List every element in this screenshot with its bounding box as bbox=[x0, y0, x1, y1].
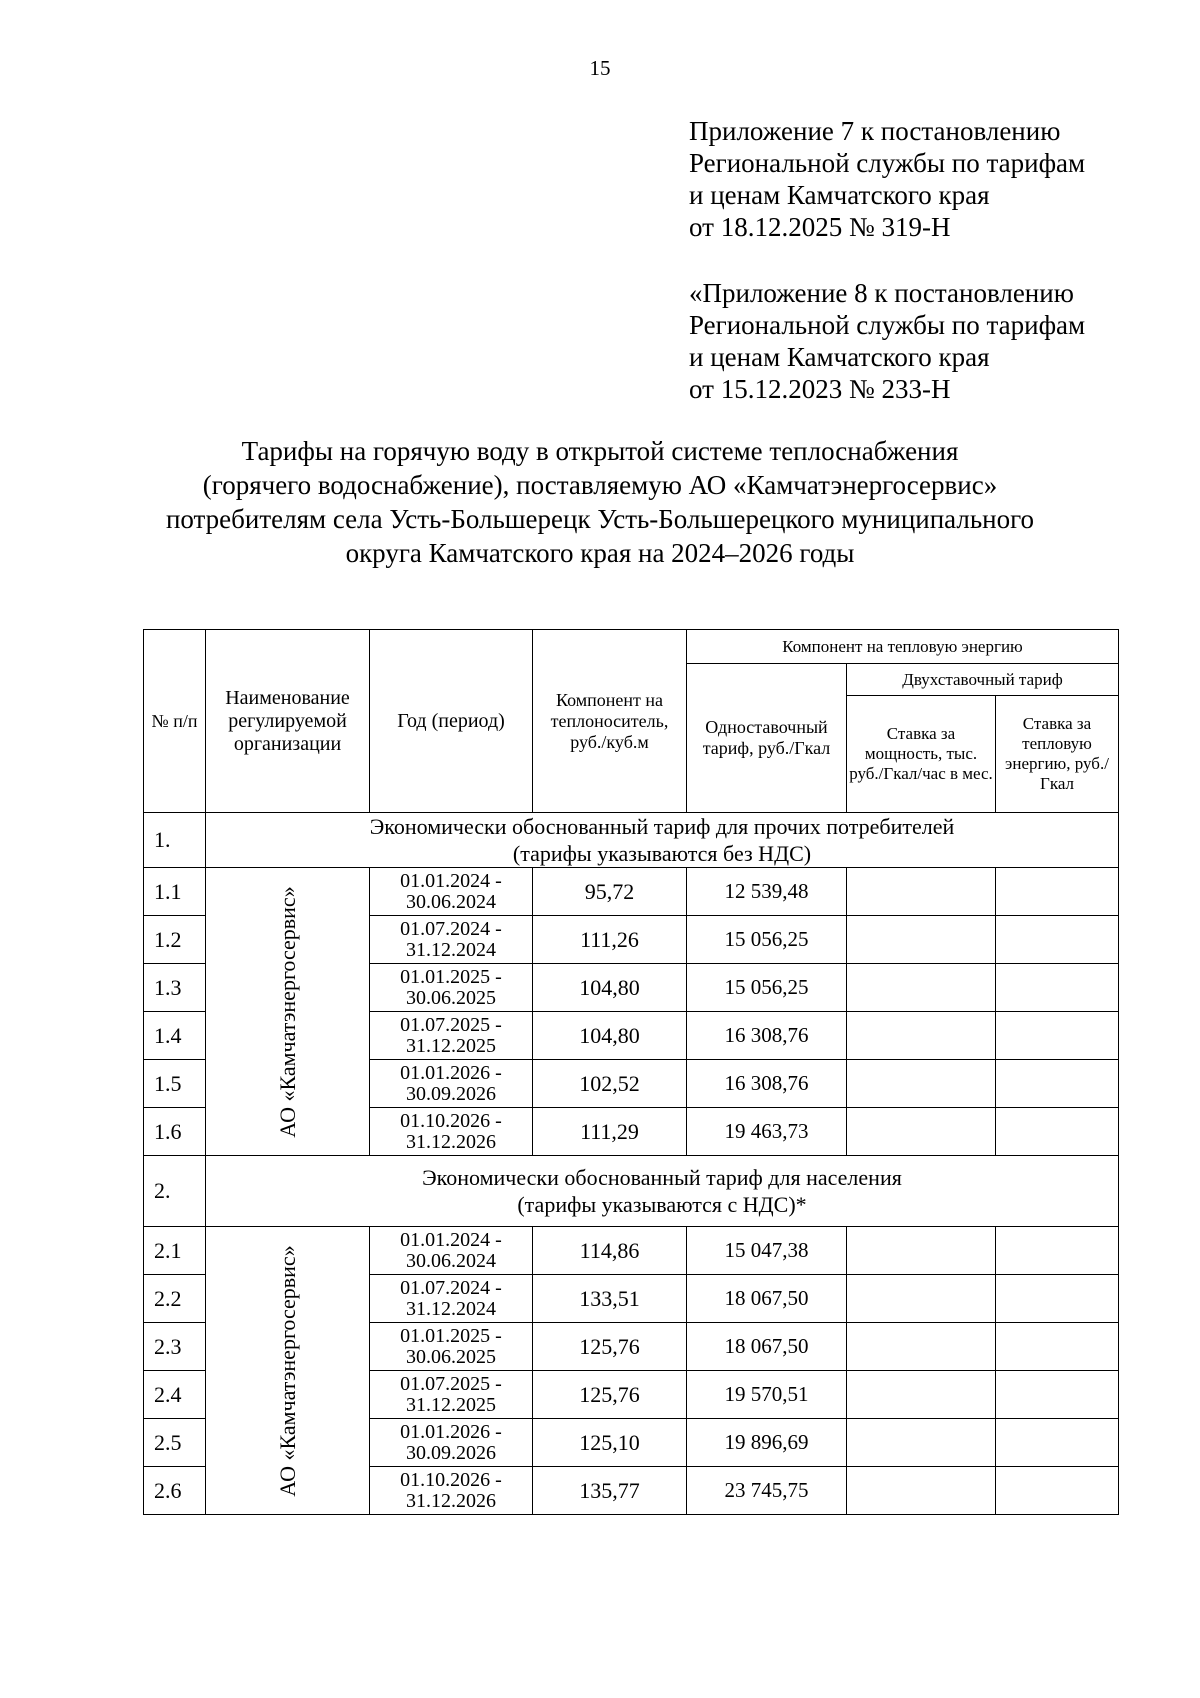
row-number: 2.1 bbox=[144, 1227, 206, 1275]
energy-rate-value bbox=[996, 1371, 1119, 1419]
period-cell bbox=[370, 964, 533, 1012]
period-to: 30.06.2025 bbox=[406, 986, 496, 1009]
capacity-rate-value bbox=[847, 1419, 996, 1467]
energy-rate-value bbox=[996, 1227, 1119, 1275]
document-title bbox=[100, 434, 1100, 570]
single-rate-value: 16 308,76 bbox=[687, 1060, 847, 1108]
period-to: 30.06.2024 bbox=[406, 1249, 496, 1272]
energy-rate-value bbox=[996, 1275, 1119, 1323]
energy-rate-value bbox=[996, 1323, 1119, 1371]
capacity-rate-value bbox=[847, 1227, 996, 1275]
header-carrier-component: Компонент на теплоноситель, руб./куб.м bbox=[533, 630, 687, 813]
row-number: 2.4 bbox=[144, 1371, 206, 1419]
period-to: 30.09.2026 bbox=[406, 1082, 496, 1105]
row-number: 2.2 bbox=[144, 1275, 206, 1323]
single-rate-value: 19 896,69 bbox=[687, 1419, 847, 1467]
period-to: 31.12.2025 bbox=[406, 1034, 496, 1057]
title-line: Тарифы на горячую воду в открытой системе теплоснабжения bbox=[241, 436, 959, 466]
period-from: 01.01.2024 - bbox=[400, 869, 502, 892]
energy-rate-value bbox=[996, 1012, 1119, 1060]
appendix-current-line: Приложение 7 к постановлению bbox=[689, 116, 1061, 146]
period-cell bbox=[370, 916, 533, 964]
period-cell bbox=[370, 1108, 533, 1156]
capacity-rate-value bbox=[847, 916, 996, 964]
period-to: 31.12.2026 bbox=[406, 1130, 496, 1153]
capacity-rate-value bbox=[847, 868, 996, 916]
header-heat-component: Компонент на тепловую энергию bbox=[687, 630, 1119, 664]
capacity-rate-value bbox=[847, 1060, 996, 1108]
section-title-line: (тарифы указываются с НДС)* bbox=[517, 1192, 807, 1217]
carrier-value: 102,52 bbox=[533, 1060, 687, 1108]
organization-name: АО «Камчатэнергосервис» bbox=[274, 1244, 300, 1497]
section-title bbox=[206, 1156, 1119, 1227]
single-rate-value: 16 308,76 bbox=[687, 1012, 847, 1060]
title-line: потребителям села Усть-Большерецк Усть-Большерецкого муниципального bbox=[165, 504, 1035, 534]
section-header-row bbox=[144, 1156, 1119, 1227]
header-period: Год (период) bbox=[370, 630, 533, 813]
organization-name-cell bbox=[206, 868, 370, 1156]
period-cell bbox=[370, 1227, 533, 1275]
title-line: округа Камчатского края на 2024–2026 годы bbox=[345, 538, 855, 568]
section-title-line: Экономически обоснованный тариф для прочих потребителей bbox=[369, 814, 955, 839]
row-number: 1.2 bbox=[144, 916, 206, 964]
period-to: 30.09.2026 bbox=[406, 1441, 496, 1464]
period-cell bbox=[370, 1060, 533, 1108]
period-cell bbox=[370, 868, 533, 916]
row-number: 2.6 bbox=[144, 1467, 206, 1515]
capacity-rate-value bbox=[847, 1012, 996, 1060]
period-from: 01.07.2025 - bbox=[400, 1013, 502, 1036]
period-from: 01.01.2026 - bbox=[400, 1061, 502, 1084]
capacity-rate-value bbox=[847, 1371, 996, 1419]
period-from: 01.01.2026 - bbox=[400, 1420, 502, 1443]
row-number: 1.1 bbox=[144, 868, 206, 916]
period-cell bbox=[370, 1467, 533, 1515]
capacity-rate-value bbox=[847, 1275, 996, 1323]
single-rate-value: 12 539,48 bbox=[687, 868, 847, 916]
appendix-current-line: Региональной службы по тарифам bbox=[689, 148, 1086, 178]
period-from: 01.07.2024 - bbox=[400, 917, 502, 940]
period-from: 01.01.2025 - bbox=[400, 965, 502, 988]
single-rate-value: 19 570,51 bbox=[687, 1371, 847, 1419]
header-single-rate: Одноставочный тариф, руб./Гкал bbox=[687, 664, 847, 813]
period-cell bbox=[370, 1419, 533, 1467]
carrier-value: 135,77 bbox=[533, 1467, 687, 1515]
energy-rate-value bbox=[996, 964, 1119, 1012]
section-title bbox=[206, 813, 1119, 868]
tariff-body bbox=[144, 813, 1119, 1515]
single-rate-value: 19 463,73 bbox=[687, 1108, 847, 1156]
period-from: 01.01.2025 - bbox=[400, 1324, 502, 1347]
energy-rate-value bbox=[996, 1060, 1119, 1108]
capacity-rate-value bbox=[847, 1108, 996, 1156]
table-row bbox=[144, 1227, 1119, 1275]
capacity-rate-value bbox=[847, 1467, 996, 1515]
section-title-line: (тарифы указываются без НДС) bbox=[512, 841, 812, 866]
capacity-rate-value bbox=[847, 1323, 996, 1371]
carrier-value: 111,29 bbox=[533, 1108, 687, 1156]
carrier-value: 125,10 bbox=[533, 1419, 687, 1467]
title-line: (горячего водоснабжение), поставляемую АО «Камчатэнергосервис» bbox=[202, 470, 998, 500]
section-title-line: Экономически обоснованный тариф для населения bbox=[422, 1165, 902, 1190]
period-cell bbox=[370, 1012, 533, 1060]
carrier-value: 125,76 bbox=[533, 1371, 687, 1419]
header-org: Наименование регулируемой организации bbox=[206, 630, 370, 813]
period-cell bbox=[370, 1323, 533, 1371]
energy-rate-value bbox=[996, 1467, 1119, 1515]
organization-name: АО «Камчатэнергосервис» bbox=[274, 885, 300, 1138]
period-cell bbox=[370, 1371, 533, 1419]
carrier-value: 125,76 bbox=[533, 1323, 687, 1371]
single-rate-value: 18 067,50 bbox=[687, 1275, 847, 1323]
row-number: 1.4 bbox=[144, 1012, 206, 1060]
carrier-value: 95,72 bbox=[533, 868, 687, 916]
appendix-original-line: «Приложение 8 к постановлению bbox=[689, 278, 1074, 308]
period-from: 01.10.2026 - bbox=[400, 1468, 502, 1491]
appendix-original-header bbox=[689, 277, 1159, 405]
carrier-value: 104,80 bbox=[533, 1012, 687, 1060]
carrier-value: 133,51 bbox=[533, 1275, 687, 1323]
section-number: 2. bbox=[144, 1156, 206, 1227]
row-number: 1.6 bbox=[144, 1108, 206, 1156]
energy-rate-value bbox=[996, 916, 1119, 964]
energy-rate-value bbox=[996, 1108, 1119, 1156]
period-to: 31.12.2024 bbox=[406, 1297, 496, 1320]
row-number: 2.5 bbox=[144, 1419, 206, 1467]
section-header-row bbox=[144, 813, 1119, 868]
period-from: 01.07.2024 - bbox=[400, 1276, 502, 1299]
period-cell bbox=[370, 1275, 533, 1323]
carrier-value: 114,86 bbox=[533, 1227, 687, 1275]
appendix-current-line: и ценам Камчатского края bbox=[689, 180, 990, 210]
energy-rate-value bbox=[996, 1419, 1119, 1467]
energy-rate-value bbox=[996, 868, 1119, 916]
single-rate-value: 15 056,25 bbox=[687, 916, 847, 964]
appendix-current-line: от 18.12.2025 № 319-Н bbox=[689, 212, 951, 242]
row-number: 1.3 bbox=[144, 964, 206, 1012]
period-to: 31.12.2024 bbox=[406, 938, 496, 961]
period-from: 01.01.2024 - bbox=[400, 1228, 502, 1251]
period-to: 31.12.2026 bbox=[406, 1489, 496, 1512]
page-number: 15 bbox=[589, 56, 611, 80]
period-to: 30.06.2024 bbox=[406, 890, 496, 913]
single-rate-value: 15 056,25 bbox=[687, 964, 847, 1012]
capacity-rate-value bbox=[847, 964, 996, 1012]
period-from: 01.10.2026 - bbox=[400, 1109, 502, 1132]
row-number: 2.3 bbox=[144, 1323, 206, 1371]
tariff-table bbox=[143, 629, 1119, 1515]
section-number: 1. bbox=[144, 813, 206, 868]
header-energy-rate: Ставка за тепловую энергию, руб./Гкал bbox=[996, 696, 1119, 813]
header-num: № п/п bbox=[144, 630, 206, 813]
header-capacity-rate: Ставка за мощность, тыс. руб./Гкал/час в мес. bbox=[847, 696, 996, 813]
period-to: 31.12.2025 bbox=[406, 1393, 496, 1416]
table-row bbox=[144, 868, 1119, 916]
appendix-current-header bbox=[689, 115, 1159, 243]
appendix-original-line: и ценам Камчатского края bbox=[689, 342, 990, 372]
single-rate-value: 15 047,38 bbox=[687, 1227, 847, 1275]
period-from: 01.07.2025 - bbox=[400, 1372, 502, 1395]
appendix-original-line: от 15.12.2023 № 233-Н bbox=[689, 374, 951, 404]
organization-name-cell bbox=[206, 1227, 370, 1515]
appendix-original-line: Региональной службы по тарифам bbox=[689, 310, 1086, 340]
row-number: 1.5 bbox=[144, 1060, 206, 1108]
single-rate-value: 18 067,50 bbox=[687, 1323, 847, 1371]
period-to: 30.06.2025 bbox=[406, 1345, 496, 1368]
carrier-value: 104,80 bbox=[533, 964, 687, 1012]
header-two-rate: Двухставочный тариф bbox=[847, 664, 1119, 696]
carrier-value: 111,26 bbox=[533, 916, 687, 964]
single-rate-value: 23 745,75 bbox=[687, 1467, 847, 1515]
